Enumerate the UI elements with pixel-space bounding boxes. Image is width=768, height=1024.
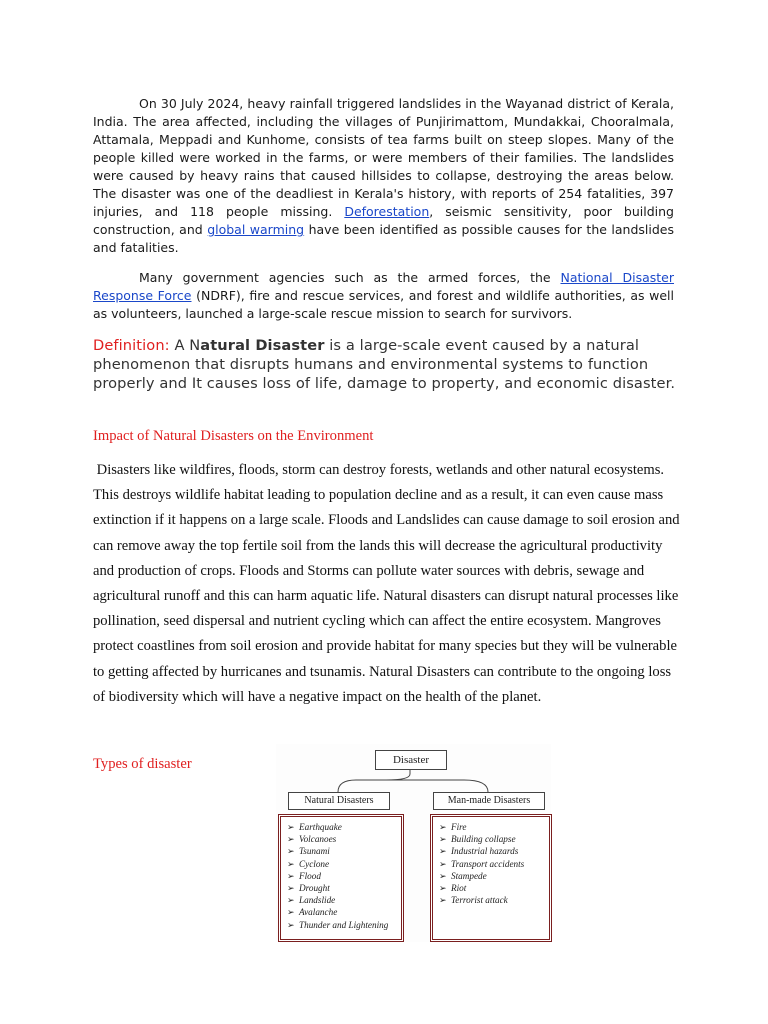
- impact-text: Disasters like wildfires, floods, storm can destroy forests, wetlands and other natural ecosystems. This destroys wildlife habitat leading to population decline and as a result, it can even cause mass extinction if it happens on a large scale. Floods and Landslides can cause damage to soil erosion and can remove away the top fertile soil from the lands this will decrease the agricultural productivity and production of crops. Floods and Storms can pollute water sources with debris, sewage and agricultural runoff and this can harm aquatic life. Natural disasters can disrupt natural processes like pollination, seed dispersal and nutrient cycling which can affect the entire ecosystem. Mangroves protect coastlines from soil erosion and provide habitat for many species but they will be vulnerable to getting affected by hurricanes and tsunamis. Natural Disasters can contribute to the ongoing loss of biodiversity which will have a negative impact on the health of the planet.: [93, 462, 680, 705]
- definition-pre: A N: [174, 337, 201, 354]
- definition-label: Definition:: [93, 337, 170, 354]
- intro-paragraph-2: [93, 269, 674, 323]
- list-item: ➢ Industrial hazards: [439, 846, 519, 857]
- definition-paragraph: [93, 336, 678, 393]
- intro-text-b: , seismic sensitivity, poor building construction, and: [93, 204, 674, 237]
- list-item: ➢ Cyclone: [287, 858, 330, 869]
- deforestation-link[interactable]: Deforestation: [344, 204, 430, 219]
- list-item: ➢ Stampede: [439, 870, 487, 881]
- list-item: ➢ Building collapse: [439, 834, 516, 845]
- list-item: ➢ Earthquake: [287, 822, 342, 832]
- impact-heading: Impact of Natural Disasters on the Environment: [93, 428, 374, 444]
- manmade-disasters-box: Man-made Disasters: [433, 792, 545, 810]
- connector-curve: [386, 774, 410, 780]
- definition-term: atural Disaster: [200, 337, 325, 354]
- rescue-text-a: Many government agencies such as the armed forces, the: [139, 270, 551, 285]
- global-warming-link[interactable]: global warming: [207, 222, 305, 237]
- rescue-text-b: (NDRF), fire and rescue services, and forest and wildlife authorities, as well as volunteers, launched a large-scale rescue mission to search for survivors.: [93, 288, 675, 321]
- list-item: ➢ Volcanoes: [287, 834, 337, 845]
- list-item: ➢ Fire: [439, 822, 467, 832]
- list-item: ➢ Landslide: [287, 895, 336, 906]
- list-item: ➢ Avalanche: [287, 907, 338, 918]
- natural-disasters-box: Natural Disasters: [288, 792, 390, 810]
- list-item: ➢ Flood: [287, 870, 321, 881]
- definition-text: is a large-scale event caused by a natural phenomenon that disrupts humans and environmental systems to function properly and It causes loss of life, damage to property, and economic disaster.: [93, 337, 676, 392]
- connector-lines: [338, 768, 488, 792]
- disaster-types-diagram: [276, 744, 551, 942]
- ndrf-link[interactable]: National Disaster Response Force: [93, 270, 674, 303]
- manmade-disasters-list: [430, 814, 552, 942]
- list-item: ➢ Riot: [439, 883, 467, 894]
- list-item: ➢ Tsunami: [287, 846, 330, 857]
- types-heading: Types of disaster: [93, 756, 192, 772]
- natural-disasters-list: [278, 814, 404, 942]
- list-item: ➢ Thunder and Lightening: [287, 919, 389, 930]
- intro-text-a: On 30 July 2024, heavy rainfall triggered landslides in the Wayanad district of Kerala, India. The area affected, including the villages of Punjirimattom, Mundakkai, Chooralmala, Attamala, Meppadi and Kunhome, consists of tea farms built on steep slopes. Many of the people killed were worked in the farms, or were members of their families. The landslides were caused by heavy rains that caused hillsides to collapse, destroying the areas below. The disaster was one of the deadliest in Kerala's history, with reports of 254 fatalities, 397 injuries, and 118 people missing.: [93, 96, 674, 219]
- intro-paragraph-1: [93, 95, 674, 257]
- impact-body: [93, 458, 683, 710]
- list-item: ➢ Drought: [287, 883, 330, 894]
- diagram-root-box: Disaster: [375, 750, 447, 770]
- list-item: ➢ Terrorist attack: [439, 895, 508, 906]
- list-item: ➢ Transport accidents: [439, 858, 525, 869]
- intro-text-c: have been identified as possible causes for the landslides and fatalities.: [93, 222, 674, 255]
